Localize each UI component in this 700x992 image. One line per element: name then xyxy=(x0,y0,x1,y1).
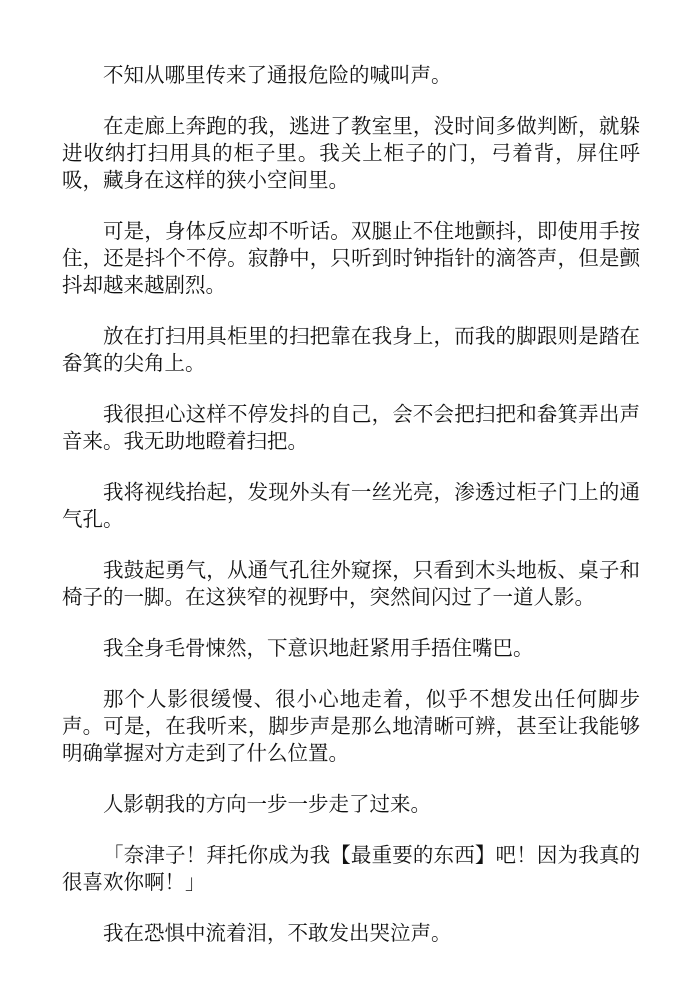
paragraph-1: 不知从哪里传来了通报危险的喊叫声。 xyxy=(103,63,452,87)
paragraph-2: 在走廊上奔跑的我，逃进了教室里，没时间多做判断，就躲进收纳打扫用具的柜子里。我关上柜子的门，弓着背，屏住呼吸，藏身在这样的狭小空间里。 xyxy=(62,114,640,192)
paragraph-5: 我很担心这样不停发抖的自己，会不会把扫把和畚箕弄出声音来。我无助地瞪着扫把。 xyxy=(62,402,640,453)
paragraph-3: 可是，身体反应却不听话。双腿止不住地颤抖，即使用手按住，还是抖个不停。寂静中，只听到时钟指针的滴答声，但是颤抖却越来越剧烈。 xyxy=(62,219,640,297)
paragraph-12: 我在恐惧中流着泪，不敢发出哭泣声。 xyxy=(103,921,452,945)
paragraph-10: 人影朝我的方向一步一步走了过来。 xyxy=(103,792,431,816)
paragraph-6: 我将视线抬起，发现外头有一丝光亮，渗透过柜子门上的通气孔。 xyxy=(62,480,640,531)
paragraph-7: 我鼓起勇气，从通气孔往外窥探，只看到木头地板、桌子和椅子的一脚。在这狭窄的视野中，突然间闪过了一道人影。 xyxy=(62,558,640,609)
paragraph-4: 放在打扫用具柜里的扫把靠在我身上，而我的脚跟则是踏在畚箕的尖角上。 xyxy=(62,324,640,375)
paragraph-11: 「奈津子！拜托你成为我【最重要的东西】吧！因为我真的很喜欢你啊！」 xyxy=(62,843,640,894)
paragraph-9: 那个人影很缓慢、很小心地走着，似乎不想发出任何脚步声。可是，在我听来，脚步声是那么地清晰可辨，甚至让我能够明确掌握对方走到了什么位置。 xyxy=(62,687,640,765)
document-page xyxy=(62,62,640,971)
paragraph-8: 我全身毛骨悚然，下意识地赶紧用手捂住嘴巴。 xyxy=(103,636,534,660)
